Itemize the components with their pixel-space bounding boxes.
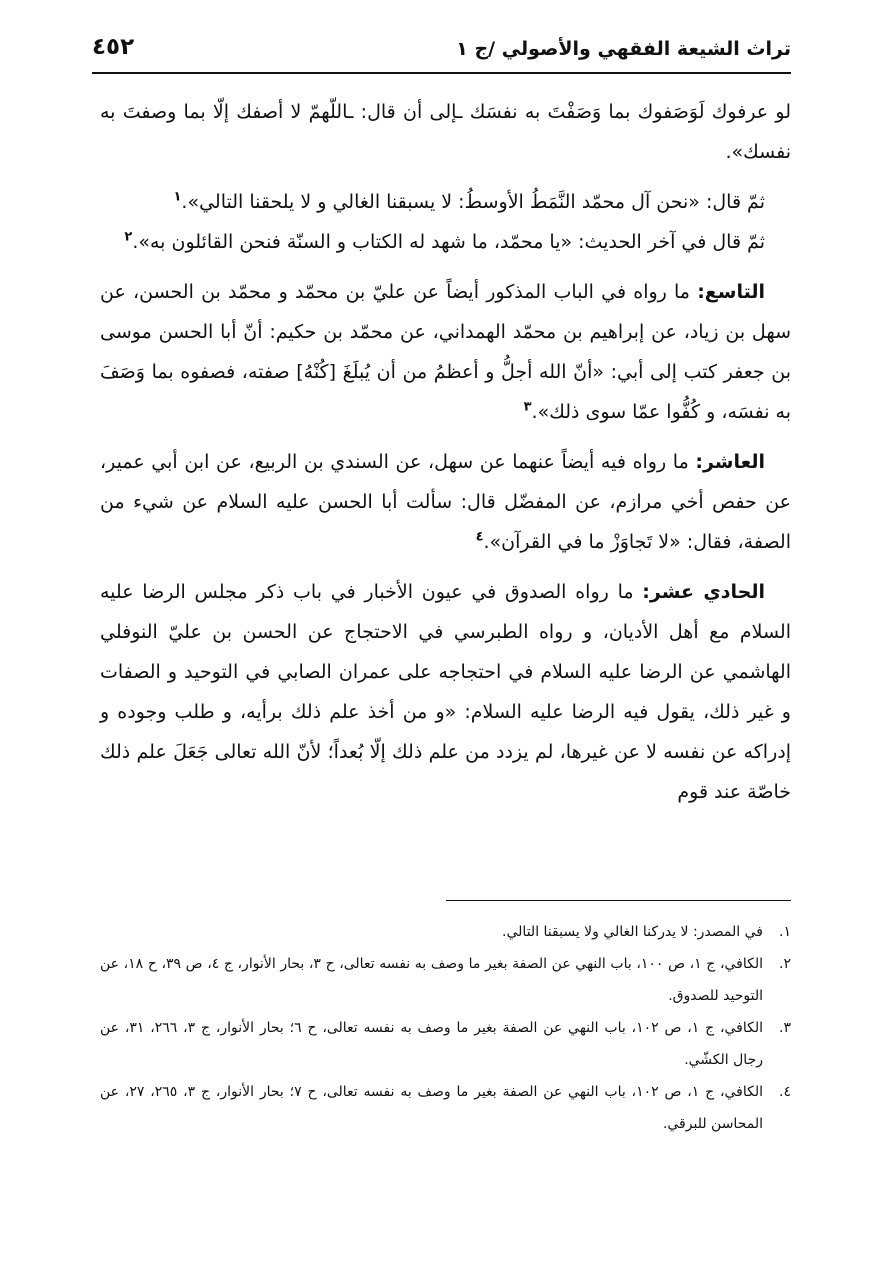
paragraph-text: ثمّ قال في آخر الحديث: «يا محمّد، ما شهد له الكتاب و السنّة فنحن القائلون به». — [132, 231, 765, 253]
footnote-number: ١. — [779, 924, 791, 940]
paragraph-tenth — [100, 442, 791, 562]
main-text — [100, 92, 791, 812]
footnote-number: ٤. — [779, 1084, 791, 1100]
paragraph-text: ما رواه فيه أيضاً عنهما عن سهل، عن السندي بن الربيع، عن ابن أبي عمير، عن حفص أخي مرازم، عن المفضّل قال: سألت أبا الحسن عليه السلام عن شيء من الصفة، فقال: «لا تَجاوَزْ ما في القرآن». — [100, 451, 791, 553]
paragraph-lead: العاشر: — [695, 451, 765, 473]
footnote-4 — [100, 1076, 791, 1140]
footnote-number: ٣. — [779, 1020, 791, 1036]
paragraph-lead: التاسع: — [697, 281, 765, 303]
footnote-text: الكافي، ج ١، ص ١٠٢، باب النهي عن الصفة بغير ما وصف به نفسه تعالى، ح ٧؛ بحار الأنوار، ج ٣، ٢٦٥، ٢٧، عن المحاسن للبرقي. — [100, 1084, 763, 1132]
footnote-text: الكافي، ج ١، ص ١٠٠، باب النهي عن الصفة بغير ما وصف به نفسه تعالى، ح ٣، بحار الأنوار، ج ٤، ص ٣٩، ح ١٨، عن التوحيد للصدوق. — [100, 956, 763, 1004]
footnote-separator — [446, 900, 791, 901]
paragraph-text: لو عرفوك لَوَصَفوك بما وَصَفْتَ به نفسَك ـإلى أن قال: ـاللّهمّ لا أصفك إلّا بما وصفتَ به نفسك». — [100, 101, 791, 163]
footnote-ref-4[interactable]: ٤ — [475, 529, 484, 545]
paragraph-ninth — [100, 272, 791, 432]
footnote-text: الكافي، ج ١، ص ١٠٢، باب النهي عن الصفة بغير ما وصف به نفسه تعالى، ح ٦؛ بحار الأنوار، ج ٣، ٢٦٦، ٣١، عن رجال الكشّي. — [100, 1020, 763, 1068]
paragraph-quote-1 — [100, 182, 791, 222]
page-number: ٤٥٢ — [92, 34, 135, 60]
paragraph-text: ما رواه في الباب المذكور أيضاً عن عليّ بن محمّد و محمّد بن الحسن، عن سهل بن زياد، عن إبراهيم بن محمّد الهمداني، عن محمّد بن حكيم: أنّ أبا الحسن موسى بن جعفر كتب إلى أبي: «أنّ الله أجلُّ و أعظمُ من أن يُبلَغَ [كُنْهُ] صفته، فصفوه بما وَصَفَ به نفسَه، و كُفُّوا عمّا سوى ذلك». — [100, 281, 791, 423]
paragraph-quote-2 — [100, 222, 791, 262]
footnote-ref-3[interactable]: ٣ — [523, 399, 532, 415]
running-header — [92, 32, 791, 74]
footnote-number: ٢. — [779, 956, 791, 972]
paragraph-lead: الحادي عشر: — [642, 581, 766, 603]
footnote-ref-2[interactable]: ٢ — [124, 229, 133, 245]
footnote-3 — [100, 1012, 791, 1076]
paragraph-text: ثمّ قال: «نحن آل محمّد النَّمَطُ الأوسطُ: لا يسبقنا الغالي و لا يلحقنا التالي». — [181, 191, 765, 213]
footnote-2 — [100, 948, 791, 1012]
footnote-text: في المصدر: لا يدركنا الغالي ولا يسبقنا التالي. — [502, 924, 763, 940]
paragraph-continuation — [100, 92, 791, 172]
paragraph-text: ما رواه الصدوق في عيون الأخبار في باب ذكر مجلس الرضا عليه السلام مع أهل الأديان، و رواه الطبرسي في الاحتجاج عن الحسن بن عليّ النوفلي الهاشمي عن الرضا عليه السلام في احتجاجه على عمران الصابي في التوحيد و الصفات و غير ذلك، يقول فيه الرضا عليه السلام: «و من أخذ علم ذلك برأيه، و طلب وجوده و إدراكه عن نفسه لا عن غيرها، لم يزدد من علم ذلك إلّا بُعداً؛ لأنّ الله تعالى جَعَلَ علم ذلك خاصّة عند قوم — [100, 581, 791, 803]
footnote-1 — [100, 916, 791, 948]
footnote-ref-1[interactable]: ١ — [173, 189, 182, 205]
header-title: تراث الشيعة الفقهي والأصولي /ج ١ — [456, 38, 791, 60]
paragraph-eleventh — [100, 572, 791, 812]
footnotes — [100, 916, 791, 1140]
